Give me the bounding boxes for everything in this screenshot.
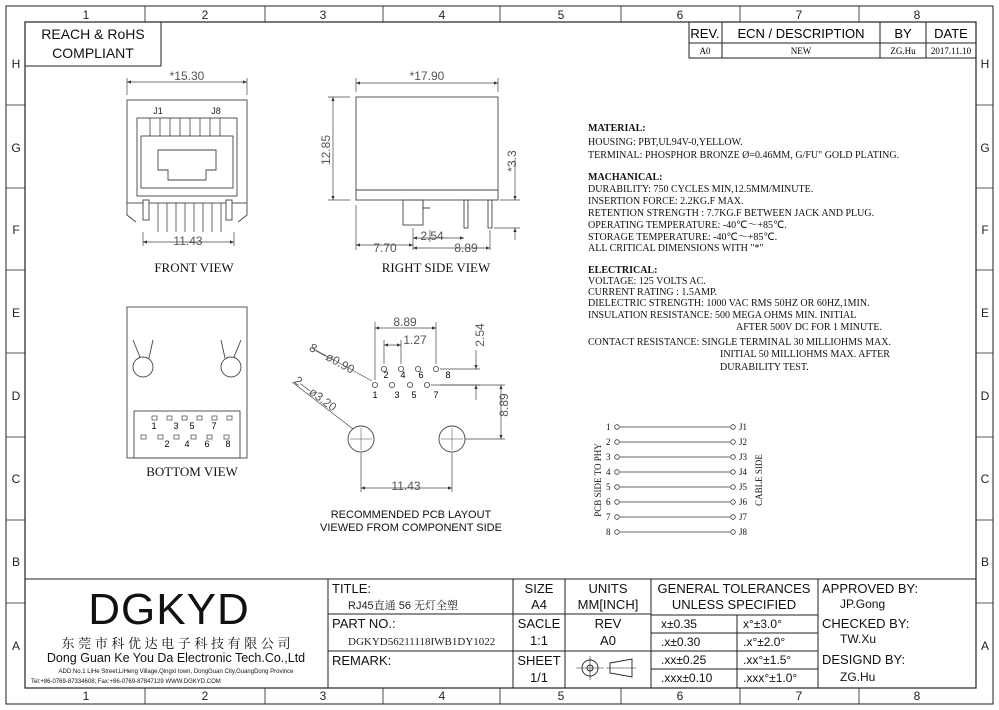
scale-value: 1:1 — [529, 633, 549, 648]
units-value: MM[INCH] — [577, 597, 639, 612]
pcb-pin-1: 1 — [372, 390, 378, 400]
schematic-right-pin: J5 — [739, 482, 748, 492]
title-value: RJ45直通 56 无灯全塑 — [348, 600, 459, 612]
rev-header-ecn: ECN / DESCRIPTION — [737, 26, 865, 41]
pcb-dim-row-gap: 2.54 — [473, 323, 487, 347]
pcb-pin-7: 7 — [433, 390, 439, 400]
bottom-pin-5: 5 — [189, 421, 195, 431]
zone-row-left-C: C — [11, 472, 21, 486]
spec-material-line: HOUSING: PBT,UL94V-0,YELLOW. — [588, 137, 743, 148]
zone-col-top-6: 6 — [676, 8, 684, 22]
part-no-value: DGKYD56211118IWB1DY1022 — [348, 636, 496, 648]
zone-col-bottom-7: 7 — [795, 689, 803, 703]
revision-table — [689, 22, 976, 58]
tolerance-angular: .xxx°±1.0° — [743, 671, 798, 685]
company-name-cn: 东 莞 市 科 优 达 电 子 科 技 有 限 公 司 — [61, 636, 291, 651]
zone-col-top-8: 8 — [913, 8, 921, 22]
spec-electrical-line: DIELECTRIC STRENGTH: 1000 VAC RMS 50HZ OR 60HZ,1MIN. — [588, 298, 870, 309]
pin-mapping-schematic — [615, 425, 736, 535]
zone-row-right-D: D — [980, 389, 990, 403]
size-label: SIZE — [524, 581, 554, 596]
pcb-pin-6: 6 — [418, 370, 424, 380]
bottom-pin-8: 8 — [225, 439, 231, 449]
schematic-left-pin: 5 — [606, 482, 611, 492]
front-view-drawing — [127, 100, 247, 232]
spec-electrical-line: VOLTAGE: 125 VOLTS AC. — [588, 276, 706, 287]
bottom-pin-7: 7 — [211, 421, 217, 431]
rev-header-date: DATE — [934, 26, 968, 41]
zone-row-right-F: F — [981, 223, 989, 237]
bottom-pin-3: 3 — [173, 421, 179, 431]
zone-col-top-7: 7 — [795, 8, 803, 22]
pcb-dim-offset: 1.27 — [403, 333, 427, 347]
zone-col-top-3: 3 — [319, 8, 327, 22]
pcb-dim-post-hole: 2—ø3.20 — [291, 373, 340, 415]
spec-electrical-title: ELECTRICAL: — [588, 265, 658, 276]
spec-mechanical-line: DURABILITY: 750 CYCLES MIN,12.5MM/MINUTE. — [588, 184, 814, 195]
rev-value-ecn: NEW — [790, 46, 812, 56]
schematic-right-pin: J4 — [739, 467, 748, 477]
pcb-dim-to-post: 8.89 — [497, 393, 511, 417]
rev-value-rev: A0 — [699, 46, 711, 56]
designed-by-value: ZG.Hu — [840, 670, 876, 684]
front-view-label: FRONT VIEW — [154, 260, 234, 275]
zone-row-left-F: F — [12, 223, 20, 237]
zone-col-top-5: 5 — [557, 8, 565, 22]
compliance-line-1: REACH & RoHS — [41, 26, 145, 42]
zone-col-bottom-2: 2 — [201, 689, 209, 703]
compliance-line-2: COMPLIANT — [52, 45, 134, 61]
spec-mechanical-line: INSERTION FORCE: 2.2KG.F MAX. — [588, 196, 744, 207]
spec-electrical-line: INSULATION RESISTANCE: 500 MEGA OHMS MIN. INITIAL — [588, 310, 857, 321]
zone-col-bottom-8: 8 — [913, 689, 921, 703]
right-dim-pin-length: *3.3 — [505, 150, 519, 172]
company-name-en: Dong Guan Ke You Da Electronic Tech.Co.,Ltd — [46, 651, 306, 665]
front-view-dims — [127, 78, 247, 246]
schematic-right-pin: J8 — [739, 527, 748, 537]
spec-mechanical-line: RETENTION STRENGTH : 7.7KG.F BETWEEN JACK AND PLUG. — [588, 208, 875, 219]
pcb-pin-2: 2 — [383, 370, 389, 380]
pcb-dim-pin-hole: 8—ø0.90 — [306, 340, 357, 377]
pcb-pin-5: 5 — [411, 390, 417, 400]
zone-row-left-B: B — [11, 555, 21, 569]
approved-by-value: JP.Gong — [840, 597, 886, 611]
right-dim-row: 8.89 — [454, 241, 478, 255]
schematic-left-pin: 6 — [606, 497, 611, 507]
spec-mechanical-title: MACHANICAL: — [588, 172, 663, 183]
tolerance-title-1: GENERAL TOLERANCES — [657, 581, 811, 596]
zone-col-bottom-4: 4 — [438, 689, 446, 703]
spec-electrical-line: INITIAL 50 MILLIOHMS MAX. AFTER — [720, 349, 890, 360]
tolerance-linear: .xx±0.25 — [661, 653, 707, 667]
spec-material-title: MATERIAL: — [588, 123, 646, 134]
zone-col-bottom-5: 5 — [557, 689, 565, 703]
rev-value-date: 2017.11.10 — [930, 46, 972, 56]
bottom-pin-1: 1 — [151, 421, 157, 431]
right-view-label: RIGHT SIDE VIEW — [381, 260, 491, 275]
zone-col-bottom-1: 1 — [82, 689, 90, 703]
specifications-block — [588, 123, 899, 373]
bottom-pin-4: 4 — [184, 439, 190, 449]
right-dim-pitch: 2.54 — [420, 229, 444, 243]
pcb-dim-row-span: 8.89 — [393, 315, 417, 329]
rev-value: A0 — [600, 633, 616, 648]
right-dim-length: *17.90 — [409, 69, 445, 83]
pcb-pin-3: 3 — [394, 390, 400, 400]
pcb-layout-label-1: RECOMMENDED PCB LAYOUT — [330, 509, 492, 521]
scale-label: SACLE — [517, 616, 561, 631]
front-pin-j8: J8 — [211, 106, 221, 116]
zone-row-right-E: E — [980, 306, 990, 320]
right-dim-height: 12.85 — [319, 134, 333, 166]
company-contact: Tel:+86-0769-87334608; Fax:+86-0769-87847129 WWW.DGKYD.COM — [31, 679, 221, 685]
schematic-right-pin: J7 — [739, 512, 748, 522]
spec-mechanical-line: ALL CRITICAL DIMENSIONS WITH "*" — [588, 243, 764, 254]
schematic-left-pin: 2 — [606, 437, 611, 447]
pcb-pin-8: 8 — [445, 370, 451, 380]
spec-electrical-line: CONTACT RESISTANCE: SINGLE TERMINAL 30 MILLIOHMS MAX. — [588, 337, 891, 348]
right-view-dims — [328, 78, 520, 250]
size-value: A4 — [531, 597, 547, 612]
tolerance-linear: .x±0.30 — [661, 635, 701, 649]
part-no-label: PART NO.: — [332, 616, 396, 631]
zone-col-bottom-6: 6 — [676, 689, 684, 703]
tolerance-title-2: UNLESS SPECIFIED — [671, 597, 797, 612]
right-dim-post: 7.70 — [373, 241, 397, 255]
approved-by-label: APPROVED BY: — [822, 581, 919, 596]
zone-row-left-G: G — [11, 141, 21, 155]
front-pin-j1: J1 — [153, 106, 163, 116]
zone-row-left-H: H — [11, 57, 21, 71]
zone-row-right-H: H — [980, 57, 990, 71]
zone-row-right-C: C — [980, 472, 990, 486]
projection-symbol-icon — [576, 656, 636, 680]
front-dim-width: *15.30 — [169, 69, 205, 83]
bottom-pin-6: 6 — [204, 439, 210, 449]
schematic-pcb-side-label: PCB SIDE TO PHY — [593, 443, 603, 517]
spec-electrical-line: DURABILITY TEST. — [720, 362, 809, 373]
schematic-right-pin: J1 — [739, 422, 748, 432]
front-dim-pitch: 11.43 — [173, 234, 203, 248]
pcb-pin-4: 4 — [400, 370, 406, 380]
bottom-view-label: BOTTOM VIEW — [146, 464, 238, 479]
tolerance-linear: x±0.35 — [661, 617, 697, 631]
rev-value-by: ZG.Hu — [890, 46, 916, 56]
spec-electrical-line: AFTER 500V DC FOR 1 MINUTE. — [736, 322, 882, 333]
rev-header-rev: REV. — [690, 26, 720, 41]
units-label: UNITS — [588, 581, 628, 596]
title-label: TITLE: — [332, 581, 372, 596]
zone-col-top-4: 4 — [438, 8, 446, 22]
checked-by-value: TW.Xu — [840, 632, 877, 646]
schematic-left-pin: 8 — [606, 527, 611, 537]
zone-col-bottom-3: 3 — [319, 689, 327, 703]
compliance-box — [25, 22, 161, 66]
right-view-drawing — [356, 97, 498, 228]
schematic-right-pin: J3 — [739, 452, 748, 462]
schematic-left-pin: 3 — [606, 452, 611, 462]
company-address: ADD:No.1 LiHe Street,LiHeng Village,Qingxi town, DongGuan City,GuangDong Province — [58, 669, 294, 675]
tolerance-linear: .xxx±0.10 — [661, 671, 713, 685]
tolerance-angular: .x°±2.0° — [743, 635, 786, 649]
schematic-left-pin: 4 — [606, 467, 611, 477]
pcb-layout-drawing — [348, 426, 465, 452]
spec-mechanical-line: STORAGE TEMPERATURE: -40℃～+85℃. — [588, 232, 778, 243]
zone-row-right-G: G — [980, 141, 990, 155]
zone-row-left-E: E — [11, 306, 21, 320]
pcb-dim-post-span: 11.43 — [391, 479, 421, 493]
zone-col-top-1: 1 — [82, 8, 90, 22]
designed-by-label: DESIGND BY: — [822, 652, 906, 667]
zone-row-right-B: B — [980, 555, 990, 569]
schematic-left-pin: 1 — [606, 422, 611, 432]
zone-row-left-A: A — [11, 639, 21, 653]
bottom-pin-2: 2 — [164, 439, 170, 449]
checked-by-label: CHECKED BY: — [822, 616, 910, 631]
zone-row-left-D: D — [11, 389, 21, 403]
schematic-right-pin: J2 — [739, 437, 748, 447]
company-logo: DGKYD — [88, 585, 250, 634]
rev-header-by: BY — [894, 26, 912, 41]
rev-label: REV — [594, 616, 622, 631]
schematic-cable-side-label: CABLE SIDE — [754, 454, 764, 506]
tolerance-angular: x°±3.0° — [743, 617, 782, 631]
spec-material-line: TERMINAL: PHOSPHOR BRONZE Ø=0.46MM, G/FU" GOLD PLATING. — [588, 150, 900, 161]
tolerance-angular: .xx°±1.5° — [743, 653, 792, 667]
remark-label: REMARK: — [332, 653, 392, 668]
sheet-value: 1/1 — [529, 670, 549, 685]
zone-col-top-2: 2 — [201, 8, 209, 22]
schematic-left-pin: 7 — [606, 512, 611, 522]
pcb-layout-label-2: VIEWED FROM COMPONENT SIDE — [320, 522, 502, 534]
schematic-right-pin: J6 — [739, 497, 748, 507]
zone-row-right-A: A — [980, 639, 990, 653]
sheet-label: SHEET — [517, 653, 561, 668]
spec-mechanical-line: OPERATING TEMPERATURE: -40℃～+85℃. — [588, 220, 787, 231]
spec-electrical-line: CURRENT RATING : 1.5AMP. — [588, 287, 717, 298]
